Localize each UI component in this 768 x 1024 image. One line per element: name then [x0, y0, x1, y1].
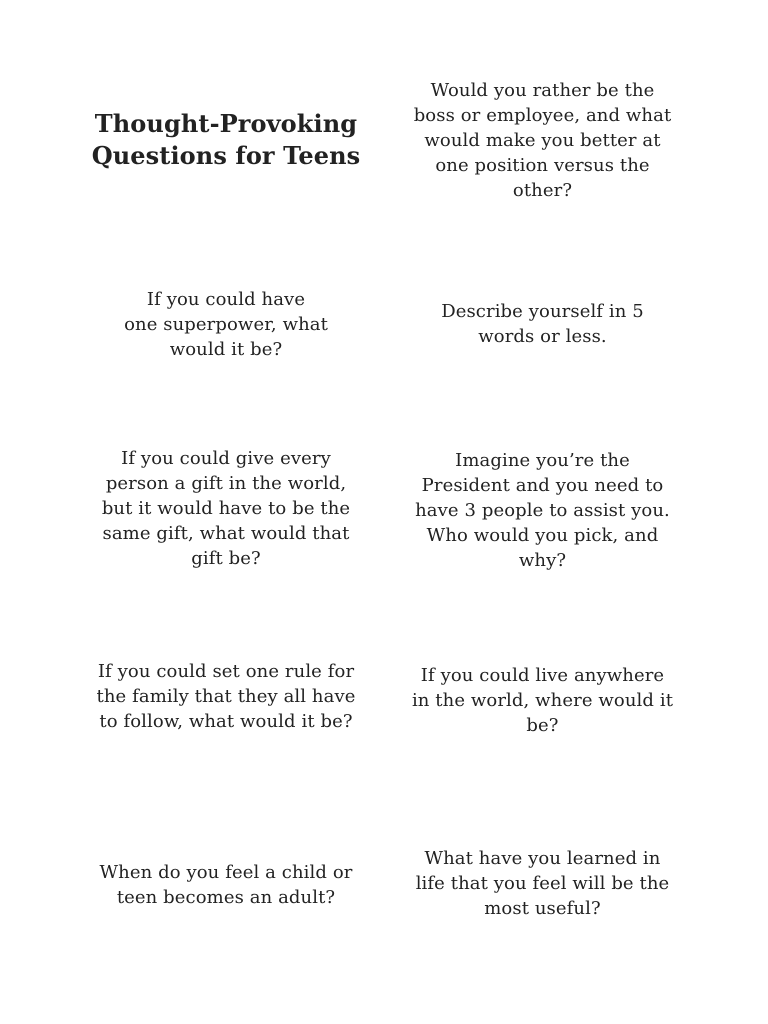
question-line: one position versus the	[435, 154, 650, 176]
question-line: If you could have	[146, 288, 306, 310]
question-card-live-anywhere	[400, 658, 685, 742]
question-card-president	[400, 444, 685, 576]
question-card-gift	[76, 442, 376, 574]
question-card-boss-or-employee	[400, 74, 685, 206]
question-line: gift be?	[191, 547, 261, 569]
question-line: to follow, what would it be?	[99, 710, 353, 732]
question-card-family-rule	[76, 654, 376, 738]
question-text	[124, 287, 328, 362]
question-line: boss or employee, and what	[413, 104, 672, 126]
question-line: in the world, where would it	[411, 689, 674, 711]
question-line: Describe yourself in 5	[441, 301, 644, 322]
question-line: one superpower, what	[124, 313, 328, 335]
question-line: other?	[512, 179, 573, 201]
question-line: If you could set one rule for	[97, 660, 355, 682]
question-text	[102, 446, 350, 571]
question-text	[416, 846, 670, 921]
question-line: have 3 people to assist you.	[415, 499, 670, 521]
question-line: be?	[526, 714, 559, 736]
question-line: most useful?	[484, 897, 601, 919]
question-line: Would you rather be the	[430, 79, 655, 101]
question-line: Imagine you’re the	[455, 449, 630, 471]
question-card-superpower	[76, 282, 376, 366]
question-line: Who would you pick, and	[426, 524, 659, 546]
question-text	[414, 78, 672, 203]
question-line: would make you better at	[424, 129, 661, 151]
question-line: If you could give every	[121, 447, 331, 469]
question-line: life that you feel will be the	[415, 872, 670, 894]
question-card-describe-yourself	[400, 294, 685, 354]
question-text	[412, 663, 673, 738]
question-line: the family that they all have	[96, 685, 356, 707]
question-line: When do you feel a child or	[99, 862, 353, 883]
page-title	[92, 108, 361, 172]
question-card-becomes-adult	[76, 855, 376, 915]
question-text	[97, 659, 356, 734]
question-line: would it be?	[169, 338, 283, 360]
question-line: What have you learned in	[424, 847, 661, 869]
question-text	[415, 448, 670, 573]
question-text	[441, 299, 644, 349]
question-line: why?	[518, 549, 567, 571]
question-line: person a gift in the world,	[105, 472, 347, 494]
page-title-line: Thought-Provoking	[94, 109, 358, 138]
question-line: If you could live anywhere	[420, 664, 665, 686]
question-text	[100, 860, 353, 910]
question-line: teen becomes an adult?	[116, 887, 336, 908]
title-card	[76, 96, 376, 184]
question-line: President and you need to	[421, 474, 664, 496]
page-title-line: Questions for Teens	[91, 141, 361, 170]
question-line: same gift, what would that	[102, 522, 350, 544]
question-line: but it would have to be the	[101, 497, 351, 519]
question-card-learned-in-life	[400, 841, 685, 925]
question-line: words or less.	[478, 326, 607, 347]
